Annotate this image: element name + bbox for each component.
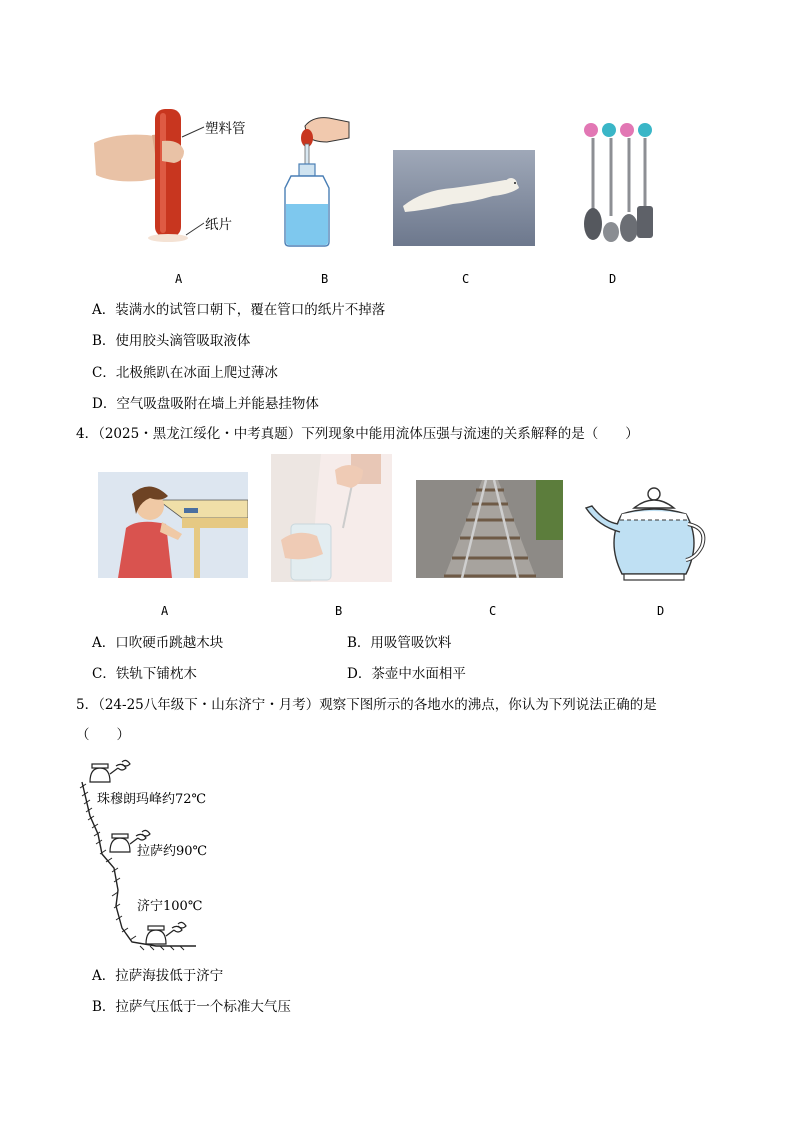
q3-option-b: B．使用胶头滴管吸取液体 xyxy=(92,333,251,349)
lhasa-label: 拉萨约90℃ xyxy=(137,844,208,859)
q5-stem-tail: （ ） xyxy=(76,727,130,743)
q3-figure-label-d: D xyxy=(609,272,617,286)
q4-option-c: C．铁轨下铺枕木 xyxy=(92,666,197,682)
q3-option-c: C．北极熊趴在冰面上爬过薄冰 xyxy=(92,365,278,381)
figure-c-polar-bear xyxy=(393,150,535,246)
q5-option-b: B．拉萨气压低于一个标准大气压 xyxy=(92,999,291,1015)
q4-figure-label-b: B xyxy=(335,604,343,618)
q4-option-d: D．茶壶中水面相平 xyxy=(347,666,466,682)
figure-b-dropper xyxy=(283,112,363,250)
figure-a-blow-coin xyxy=(98,472,248,578)
everest-label: 珠穆朗玛峰约72℃ xyxy=(97,792,207,807)
q4-figure-label-c: C xyxy=(489,604,497,618)
jining-label: 济宁100℃ xyxy=(137,899,203,914)
figure-c-railway xyxy=(416,480,563,578)
q4-figure-label-d: D xyxy=(657,604,665,618)
q5-option-a: A．拉萨海拔低于济宁 xyxy=(92,968,224,984)
q4-figure-label-a: A xyxy=(161,604,169,618)
q3-option-d: D．空气吸盘吸附在墙上并能悬挂物体 xyxy=(92,396,319,412)
figure-b-straw-drink xyxy=(271,454,392,582)
q4-stem: 4．（2025・黑龙江绥化・中考真题）下列现象中能用流体压强与流速的关系解释的是（ ） xyxy=(76,426,639,442)
q3-figure-label-b: B xyxy=(321,272,329,286)
figure-d-suction-hooks xyxy=(577,120,659,248)
q4-option-a: A．口吹硬币跳越木块 xyxy=(92,635,224,651)
q4-option-b: B．用吸管吸饮料 xyxy=(347,635,452,651)
paper-label: 纸片 xyxy=(205,217,232,233)
q3-figure-label-a: A xyxy=(175,272,183,286)
q3-option-a: A．装满水的试管口朝下，覆在管口的纸片不掉落 xyxy=(92,302,386,318)
q5-stem: 5．（24-25八年级下・山东济宁・月考）观察下图所示的各地水的沸点，你认为下列说法正确的是 xyxy=(76,697,657,713)
tube-label: 塑料管 xyxy=(205,121,246,137)
q3-figure-label-c: C xyxy=(462,272,470,286)
figure-d-teapot xyxy=(584,486,708,586)
